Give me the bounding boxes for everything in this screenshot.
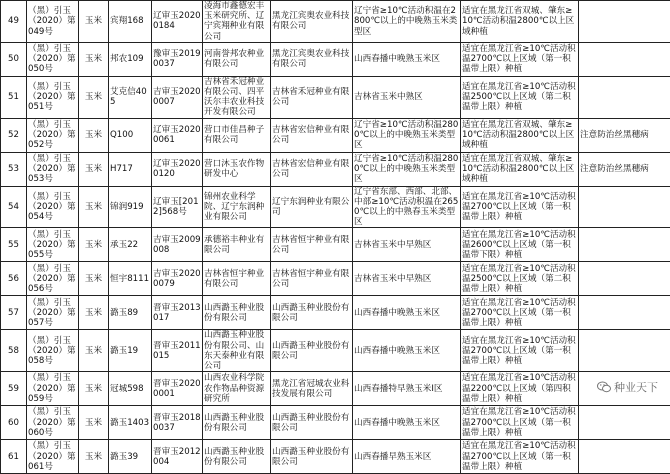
variety-cell: 邦农109 bbox=[109, 42, 152, 76]
table-row bbox=[1, 42, 670, 76]
origin-region-cell: 辽宁省东部、西部、北部、中部≥10℃活动积温在2650℃以上的中熟春玉米类型区 bbox=[353, 186, 461, 228]
applicant-cell: 营口沐玉农作物研发中心 bbox=[203, 152, 271, 186]
table-row bbox=[1, 152, 670, 186]
table-row bbox=[1, 262, 670, 296]
note-cell bbox=[579, 228, 670, 262]
crop-cell: 玉米 bbox=[79, 406, 109, 440]
note-cell bbox=[579, 262, 670, 296]
row-number: 53 bbox=[1, 152, 27, 186]
suitable-area-cell: 适宜在黑龙江省≥10℃活动积温2500℃以上区域（第二积温带上限）种植 bbox=[461, 262, 579, 296]
origin-region-cell: 山西春播中晚熟玉米区 bbox=[353, 296, 461, 330]
code-cell: （黑）引玉（2020）第061号 bbox=[27, 440, 79, 474]
registration-cell: 晋审玉2011015 bbox=[152, 330, 203, 372]
variety-cell: Q100 bbox=[109, 118, 152, 152]
registration-cell: 晋审玉2013017 bbox=[152, 296, 203, 330]
introducer-cell: 黑龙江宾奥农业科技有限公司 bbox=[271, 1, 353, 43]
suitable-area-cell: 适宜在黑龙江省双城、肇东≥10℃活动积温2800℃以上区域种植 bbox=[461, 1, 579, 43]
code-cell: （黑）引玉（2020）第054号 bbox=[27, 186, 79, 228]
code-cell: （黑）引玉（2020）第049号 bbox=[27, 1, 79, 43]
crop-cell: 玉米 bbox=[79, 76, 109, 118]
introducer-cell: 山西潞玉种业股份有限公司 bbox=[271, 440, 353, 474]
row-number: 54 bbox=[1, 186, 27, 228]
code-cell: （黑）引玉（2020）第050号 bbox=[27, 42, 79, 76]
note-cell bbox=[579, 76, 670, 118]
row-number: 59 bbox=[1, 372, 27, 406]
variety-cell: 潞玉19 bbox=[109, 330, 152, 372]
applicant-cell: 河南誉邦农种业有限公司 bbox=[203, 42, 271, 76]
suitable-area-cell: 适宜在黑龙江省≥10℃活动积温2700℃以上区域（第一积温带上限）种植 bbox=[461, 330, 579, 372]
variety-cell: 锦润919 bbox=[109, 186, 152, 228]
watermark-text: 种业天下 bbox=[614, 379, 658, 395]
crop-cell: 玉米 bbox=[79, 42, 109, 76]
row-number: 60 bbox=[1, 406, 27, 440]
suitable-area-cell: 适宜在黑龙江省≥10℃活动积温2700℃以上区域（第一积温带上限）种植 bbox=[461, 186, 579, 228]
suitable-area-cell: 适宜在黑龙江省≥10℃活动积温2700℃以上区域（第一积温带上限）种植 bbox=[461, 296, 579, 330]
applicant-cell: 山西潞玉种业股份有限公司 bbox=[203, 440, 271, 474]
introducer-cell: 黑龙江省冠城农业科技发展有限公司 bbox=[271, 372, 353, 406]
suitable-area-cell: 适宜在黑龙江省≥10℃活动积温2200℃以上区域（第四积温带上限）种植 bbox=[461, 372, 579, 406]
suitable-area-cell: 适宜在黑龙江省≥10℃活动积温2700℃以上区域（第一积温带上限）种植 bbox=[461, 406, 579, 440]
introducer-cell: 吉林省禾冠种业有限公司 bbox=[271, 76, 353, 118]
registration-cell: 晋审玉2012004 bbox=[152, 440, 203, 474]
origin-region-cell: 山西春播中晚熟玉米区 bbox=[353, 406, 461, 440]
code-cell: （黑）引玉（2020）第052号 bbox=[27, 118, 79, 152]
note-cell bbox=[579, 406, 670, 440]
variety-cell: 潞玉89 bbox=[109, 296, 152, 330]
note-cell bbox=[579, 440, 670, 474]
registration-cell: 晋审玉20200001 bbox=[152, 372, 203, 406]
introducer-cell: 吉林省恒宇种业有限公司 bbox=[271, 228, 353, 262]
introducer-cell: 山西潞玉种业股份有限公司 bbox=[271, 406, 353, 440]
suitable-area-cell: 适宜在黑龙江省≥10℃活动积温2500℃以上区域（第二积温带上限）种植 bbox=[461, 76, 579, 118]
table-row bbox=[1, 1, 670, 43]
introducer-cell: 吉林省宏信种业有限公司 bbox=[271, 118, 353, 152]
code-cell: （黑）引玉（2020）第053号 bbox=[27, 152, 79, 186]
introducer-cell: 黑龙江宾奥农业科技有限公司 bbox=[271, 42, 353, 76]
origin-region-cell: 山西春播特早熟玉米Ⅰ区 bbox=[353, 372, 461, 406]
registration-cell: 吉审玉2009008 bbox=[152, 228, 203, 262]
suitable-area-cell: 适宜在黑龙江省双城、肇东≥10℃活动积温2800℃以上区域种植 bbox=[461, 118, 579, 152]
note-cell bbox=[579, 42, 670, 76]
variety-cell: 潞玉1403 bbox=[109, 406, 152, 440]
code-cell: （黑）引玉（2020）第059号 bbox=[27, 372, 79, 406]
variety-cell: 恒宇8111 bbox=[109, 262, 152, 296]
note-cell bbox=[579, 296, 670, 330]
crop-cell: 玉米 bbox=[79, 296, 109, 330]
table-row bbox=[1, 186, 670, 228]
variety-cell: 潞玉39 bbox=[109, 440, 152, 474]
applicant-cell: 营口市佳昌种子有限公司 bbox=[203, 118, 271, 152]
row-number: 50 bbox=[1, 42, 27, 76]
crop-cell: 玉米 bbox=[79, 152, 109, 186]
code-cell: （黑）引玉（2020）第057号 bbox=[27, 296, 79, 330]
row-number: 57 bbox=[1, 296, 27, 330]
crop-cell: 玉米 bbox=[79, 228, 109, 262]
origin-region-cell: 山西春播中晚熟玉米区 bbox=[353, 42, 461, 76]
applicant-cell: 锦州农业科学院、辽宁东润种业有限公司 bbox=[203, 186, 271, 228]
applicant-cell: 承德裕丰种业有限公司 bbox=[203, 228, 271, 262]
crop-cell: 玉米 bbox=[79, 262, 109, 296]
table-row bbox=[1, 228, 670, 262]
registration-cell: 晋审玉20180037 bbox=[152, 406, 203, 440]
suitable-area-cell: 适宜在黑龙江省≥10℃活动积温2600℃以上区域（第一积温带下限）种植 bbox=[461, 228, 579, 262]
applicant-cell: 山西农业科学院农作物品种资源研究所 bbox=[203, 372, 271, 406]
note-cell: 注意防治丝黑穗病 bbox=[579, 152, 670, 186]
introducer-cell: 辽宁东润种业有限公司 bbox=[271, 186, 353, 228]
origin-region-cell: 辽宁省≥10℃活动积温2800℃以上的中晚熟玉米类型区 bbox=[353, 118, 461, 152]
table-row bbox=[1, 440, 670, 474]
note-cell bbox=[579, 1, 670, 43]
row-number: 58 bbox=[1, 330, 27, 372]
row-number: 61 bbox=[1, 440, 27, 474]
origin-region-cell: 吉林省玉米中早熟区 bbox=[353, 228, 461, 262]
crop-cell: 玉米 bbox=[79, 1, 109, 43]
registration-cell: 辽审玉20200184 bbox=[152, 1, 203, 43]
table-row bbox=[1, 76, 670, 118]
crop-cell: 玉米 bbox=[79, 118, 109, 152]
registration-cell: 吉审玉20200079 bbox=[152, 262, 203, 296]
origin-region-cell: 山西春播早熟玉米区 bbox=[353, 440, 461, 474]
introducer-cell: 山西潞玉种业股份有限公司 bbox=[271, 330, 353, 372]
table-row bbox=[1, 406, 670, 440]
wechat-icon bbox=[597, 381, 611, 393]
origin-region-cell: 辽宁省≥10℃活动积温2800℃以上的中晚熟玉米类型区 bbox=[353, 152, 461, 186]
crop-cell: 玉米 bbox=[79, 330, 109, 372]
introducer-cell: 山西潞玉种业股份有限公司 bbox=[271, 296, 353, 330]
variety-cell: 承玉22 bbox=[109, 228, 152, 262]
origin-region-cell: 吉林省玉米中早熟区 bbox=[353, 262, 461, 296]
variety-cell: H717 bbox=[109, 152, 152, 186]
code-cell: （黑）引玉（2020）第058号 bbox=[27, 330, 79, 372]
registration-cell: 吉审玉20200007 bbox=[152, 76, 203, 118]
suitable-area-cell: 适宜在黑龙江省≥10℃活动积温2700℃以上区域（第一积温带上限）种植 bbox=[461, 42, 579, 76]
registration-cell: 辽审玉[2012]568号 bbox=[152, 186, 203, 228]
code-cell: （黑）引玉（2020）第055号 bbox=[27, 228, 79, 262]
code-cell: （黑）引玉（2020）第051号 bbox=[27, 76, 79, 118]
row-number: 55 bbox=[1, 228, 27, 262]
origin-region-cell: 山西春播中晚熟玉米区 bbox=[353, 330, 461, 372]
note-cell: 注意防治丝黑穗病 bbox=[579, 118, 670, 152]
variety-cell: 宾翔168 bbox=[109, 1, 152, 43]
suitable-area-cell: 适宜在黑龙江省双城、肇东≥10℃活动积温2800℃以上区域种植 bbox=[461, 152, 579, 186]
applicant-cell: 吉林省恒宇种业有限公司 bbox=[203, 262, 271, 296]
applicant-cell: 山西潞玉种业股份有限公司、山东天泰种业有限公司 bbox=[203, 330, 271, 372]
row-number: 49 bbox=[1, 1, 27, 43]
registration-cell: 豫审玉20190037 bbox=[152, 42, 203, 76]
note-cell bbox=[579, 186, 670, 228]
registration-cell: 辽审玉20200061 bbox=[152, 118, 203, 152]
code-cell: （黑）引玉（2020）第056号 bbox=[27, 262, 79, 296]
introducer-cell: 吉林省宏信种业有限公司 bbox=[271, 152, 353, 186]
table-row bbox=[1, 372, 670, 406]
crop-cell: 玉米 bbox=[79, 440, 109, 474]
applicant-cell: 吉林省禾冠种业有限公司、四平沃尔丰农业科技开发有限公司 bbox=[203, 76, 271, 118]
applicant-cell: 山西潞玉种业股份有限公司 bbox=[203, 406, 271, 440]
table-row bbox=[1, 330, 670, 372]
row-number: 51 bbox=[1, 76, 27, 118]
applicant-cell: 山西潞玉种业股份有限公司 bbox=[203, 296, 271, 330]
variety-cell: 冠城598 bbox=[109, 372, 152, 406]
note-cell bbox=[579, 330, 670, 372]
table-row bbox=[1, 118, 670, 152]
origin-region-cell: 吉林省玉米中熟区 bbox=[353, 76, 461, 118]
introducer-cell: 吉林省恒宇种业有限公司 bbox=[271, 262, 353, 296]
suitable-area-cell: 适宜在黑龙江省≥10℃活动积温2700℃以上区域（第一积温带上限）种植 bbox=[461, 440, 579, 474]
variety-cell: 艾克信405 bbox=[109, 76, 152, 118]
registration-cell: 辽审玉20200120 bbox=[152, 152, 203, 186]
row-number: 52 bbox=[1, 118, 27, 152]
applicant-cell: 凌海市鑫德宏丰玉米研究所、辽宁宾翔种业有限公司 bbox=[203, 1, 271, 43]
table-row bbox=[1, 296, 670, 330]
crop-cell: 玉米 bbox=[79, 186, 109, 228]
row-number: 56 bbox=[1, 262, 27, 296]
code-cell: （黑）引玉（2020）第060号 bbox=[27, 406, 79, 440]
watermark bbox=[597, 379, 658, 395]
origin-region-cell: 辽宁省≥10℃活动积温在2800℃以上的中晚熟玉米类型区 bbox=[353, 1, 461, 43]
crop-cell: 玉米 bbox=[79, 372, 109, 406]
